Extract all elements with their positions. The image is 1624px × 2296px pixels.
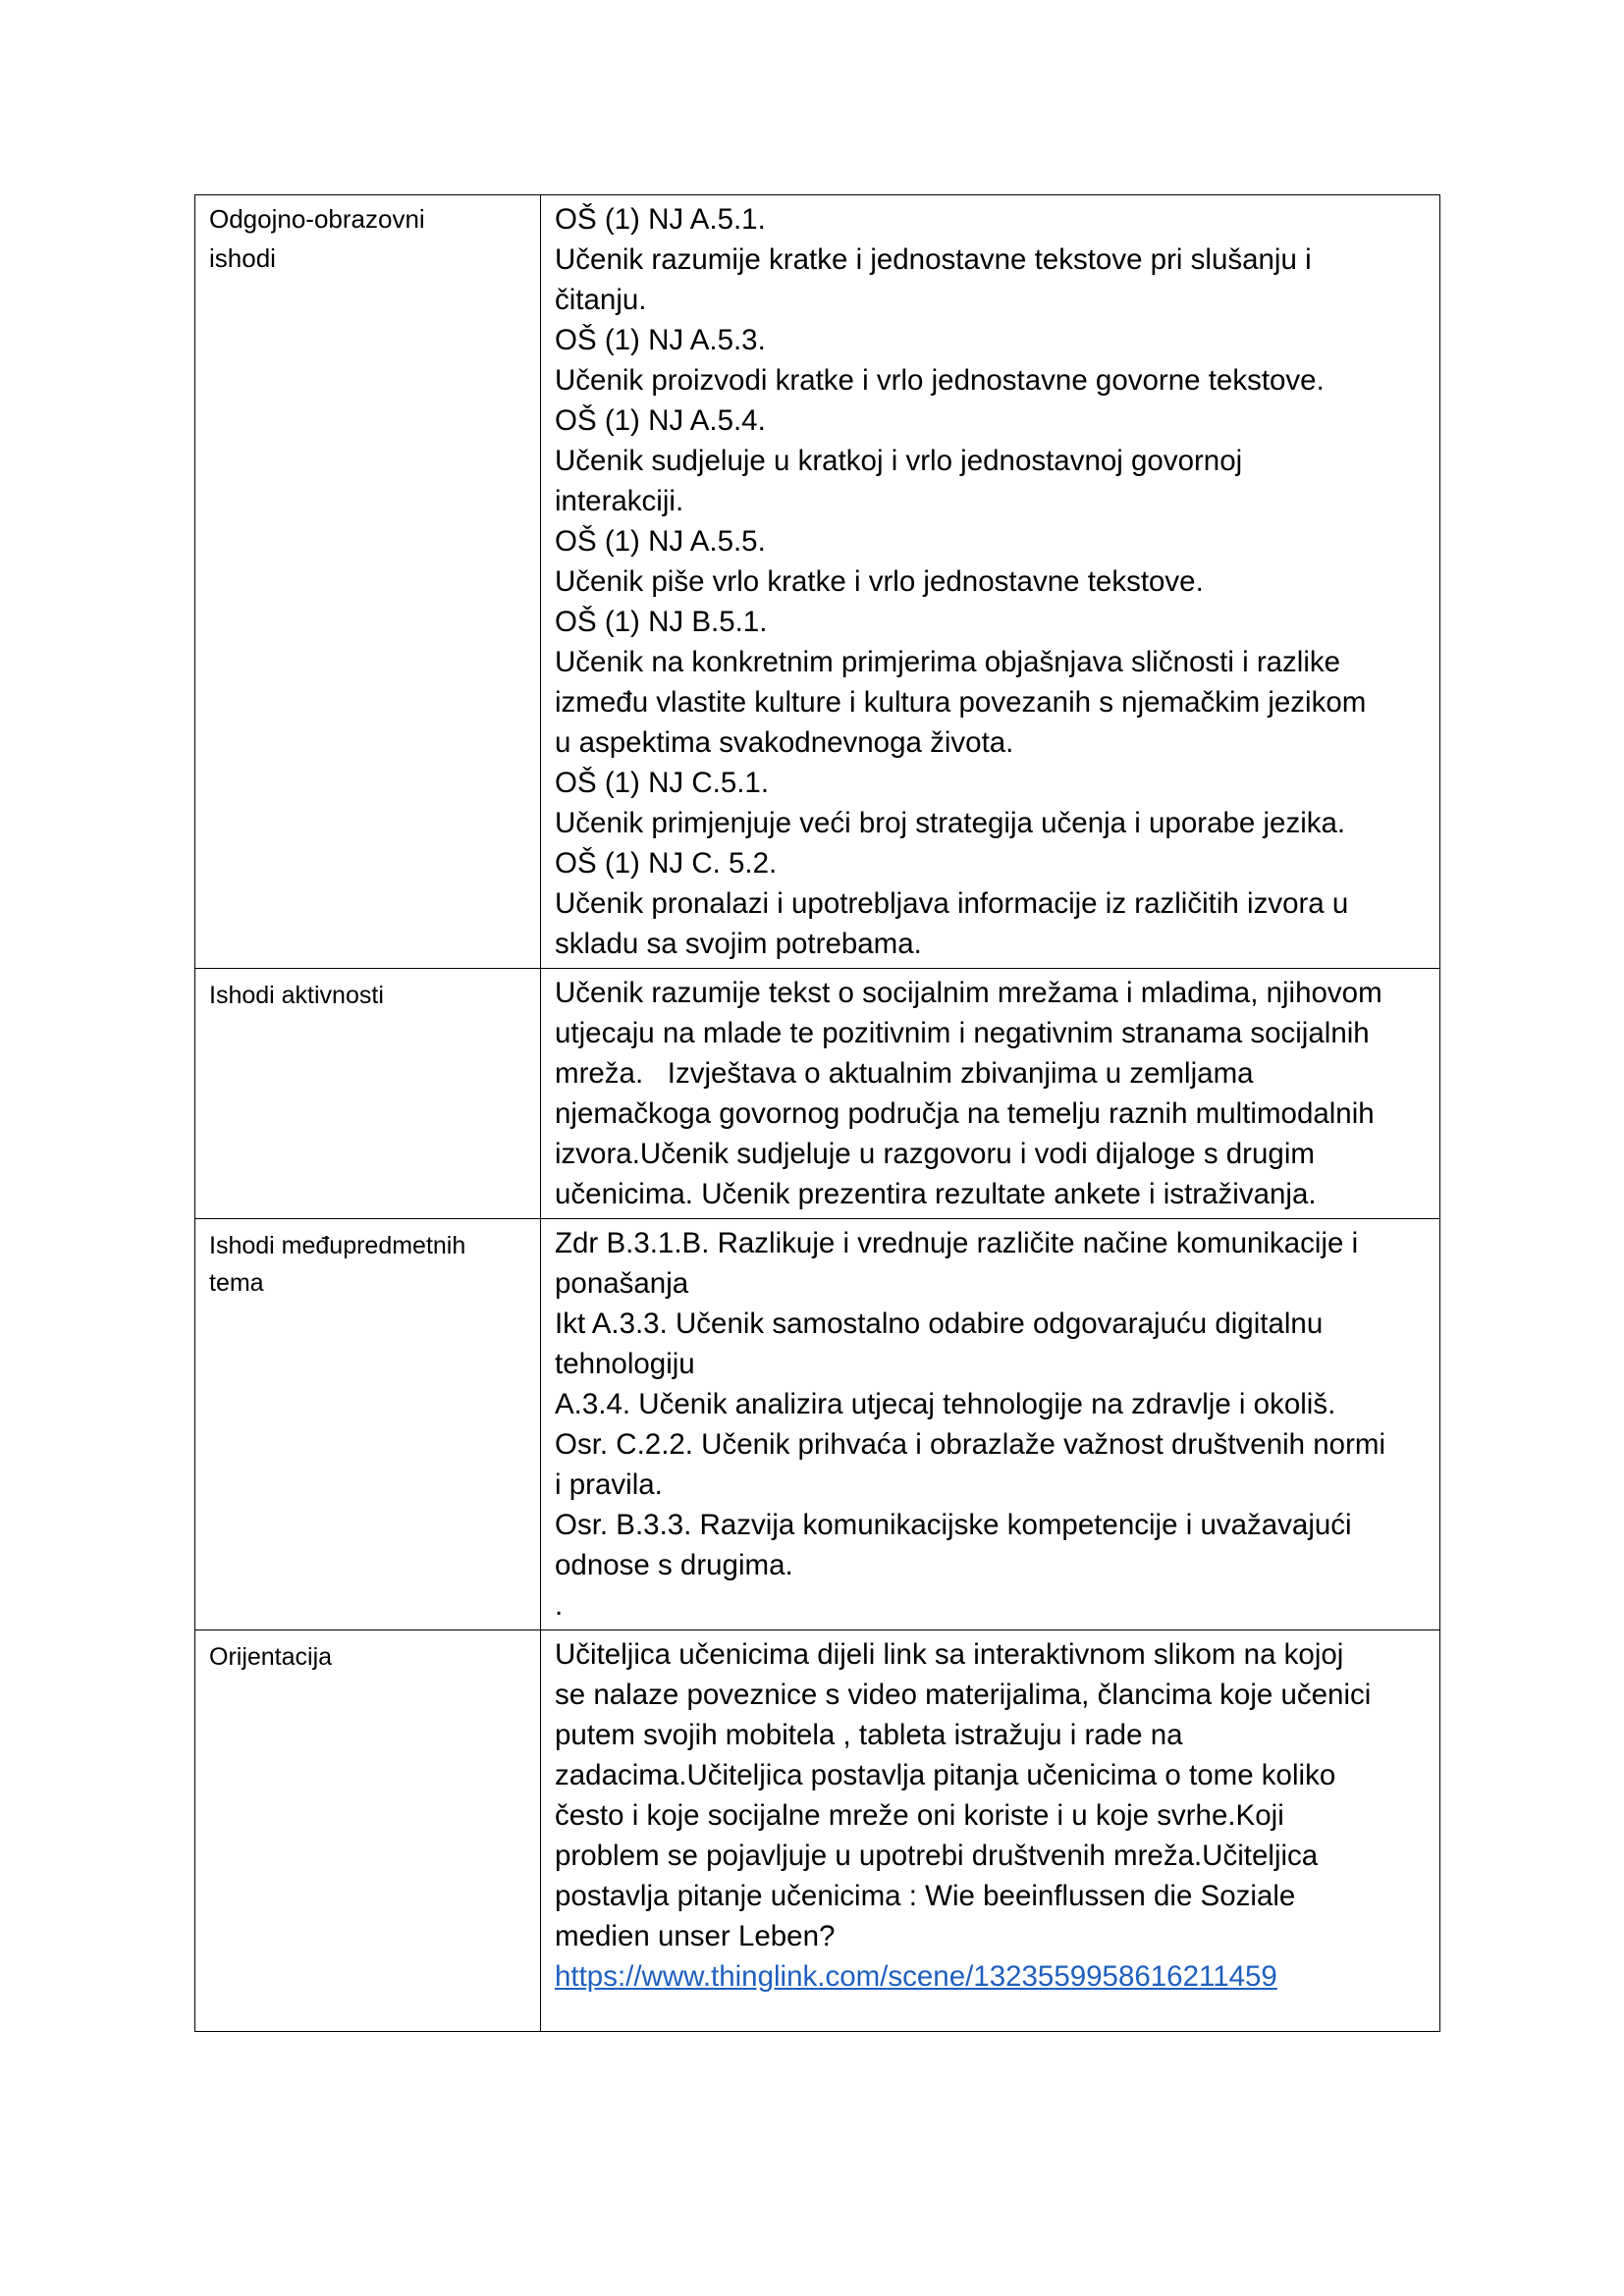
label-line: ishodi [209, 243, 276, 273]
content-line: zadacima.Učiteljica postavlja pitanja učenicima o tome koliko [555, 1759, 1336, 1791]
content-line: učenicima. Učenik prezentira rezultate ankete i istraživanja. [555, 1178, 1317, 1210]
row-content-orijentacija [541, 1630, 1440, 2032]
content-line: odnose s drugima. [555, 1549, 793, 1581]
content-line: Osr. B.3.3. Razvija komunikacijske kompetencije i uvažavajući [555, 1509, 1352, 1541]
content-line: OŠ (1) NJ A.5.4. [555, 404, 766, 437]
content-line: Osr. C.2.2. Učenik prihvaća i obrazlaže važnost društvenih normi [555, 1428, 1386, 1461]
table-row [195, 195, 1440, 969]
content-line: se nalaze poveznice s video materijalima, člancima koje učenici [555, 1679, 1372, 1711]
row-content-odgojno-obrazovni-ishodi [541, 195, 1440, 969]
lesson-plan-table [194, 194, 1440, 2032]
row-label-ishodi-aktivnosti [195, 969, 541, 1219]
content-line: Učenik primjenjuje veći broj strategija učenja i uporabe jezika. [555, 807, 1346, 839]
content-line: Učenik razumije tekst o socijalnim mrežama i mladima, njihovom [555, 977, 1382, 1009]
content-line: putem svojih mobitela , tableta istražuju i rade na [555, 1719, 1183, 1751]
content-line: OŠ (1) NJ C.5.1. [555, 767, 770, 799]
row-content-ishodi-medupredmetnih-tema [541, 1219, 1440, 1630]
row-label-ishodi-medupredmetnih-tema [195, 1219, 541, 1630]
content-line: Učenik pronalazi i upotrebljava informacije iz različitih izvora u [555, 887, 1349, 920]
thinglink-link[interactable]: https://www.thinglink.com/scene/1323559958616211459 [555, 1960, 1277, 1993]
content-line: Učiteljica učenicima dijeli link sa interaktivnom slikom na kojoj [555, 1638, 1344, 1671]
content-line: OŠ (1) NJ A.5.5. [555, 525, 766, 558]
content-line: OŠ (1) NJ C. 5.2. [555, 847, 778, 880]
content-line: OŠ (1) NJ B.5.1. [555, 606, 768, 638]
content-line: mreža. Izvještava o aktualnim zbivanjima u zemljama [555, 1057, 1254, 1090]
content-line: Učenik na konkretnim primjerima objašnjava sličnosti i razlike [555, 646, 1341, 678]
content-line: . [555, 1589, 564, 1622]
row-label-odgojno-obrazovni-ishodi [195, 195, 541, 969]
content-line: A.3.4. Učenik analizira utjecaj tehnologije na zdravlje i okoliš. [555, 1388, 1336, 1420]
table-row [195, 1630, 1440, 2032]
content-line: Učenik piše vrlo kratke i vrlo jednostavne tekstove. [555, 565, 1204, 598]
label-line: Ishodi aktivnosti [209, 982, 384, 1009]
content-line: izvora.Učenik sudjeluje u razgovoru i vodi dijaloge s drugim [555, 1138, 1315, 1170]
content-line: između vlastite kulture i kultura povezanih s njemačkim jezikom [555, 686, 1367, 719]
content-line: postavlja pitanje učenicima : Wie beeinflussen die Soziale [555, 1880, 1296, 1912]
content-line: interakciji. [555, 485, 684, 517]
content-line: često i koje socijalne mreže oni koriste i u koje svrhe.Koji [555, 1799, 1284, 1832]
table-row [195, 969, 1440, 1219]
content-line: Učenik proizvodi kratke i vrlo jednostavne govorne tekstove. [555, 364, 1325, 397]
content-line: Učenik sudjeluje u kratkoj i vrlo jednostavnoj govornoj [555, 445, 1243, 477]
content-line: tehnologiju [555, 1348, 695, 1380]
content-line: Zdr B.3.1.B. Razlikuje i vrednuje različite načine komunikacije i [555, 1227, 1359, 1259]
content-line: njemačkoga govornog područja na temelju raznih multimodalnih [555, 1097, 1375, 1130]
row-content-ishodi-aktivnosti [541, 969, 1440, 1219]
content-line: medien unser Leben? [555, 1920, 836, 1952]
content-line: problem se pojavljuje u upotrebi društvenih mreža.Učiteljica [555, 1840, 1319, 1872]
content-line: i pravila. [555, 1468, 663, 1501]
content-line: Ikt A.3.3. Učenik samostalno odabire odgovarajuću digitalnu [555, 1308, 1324, 1340]
content-line: utjecaju na mlade te pozitivnim i negativnim stranama socijalnih [555, 1017, 1370, 1049]
label-line: Orijentacija [209, 1643, 333, 1671]
row-label-orijentacija [195, 1630, 541, 2032]
label-line: Ishodi međupredmetnih [209, 1232, 466, 1259]
label-line: tema [209, 1269, 264, 1297]
table-row [195, 1219, 1440, 1630]
content-line: u aspektima svakodnevnoga života. [555, 726, 1014, 759]
content-line: skladu sa svojim potrebama. [555, 928, 922, 960]
content-line: Učenik razumije kratke i jednostavne tekstove pri slušanju i [555, 243, 1312, 276]
content-line: čitanju. [555, 284, 647, 316]
label-line: Odgojno-obrazovni [209, 204, 425, 234]
content-line: ponašanja [555, 1267, 689, 1300]
content-line: OŠ (1) NJ A.5.1. [555, 203, 766, 236]
content-line: OŠ (1) NJ A.5.3. [555, 324, 766, 356]
